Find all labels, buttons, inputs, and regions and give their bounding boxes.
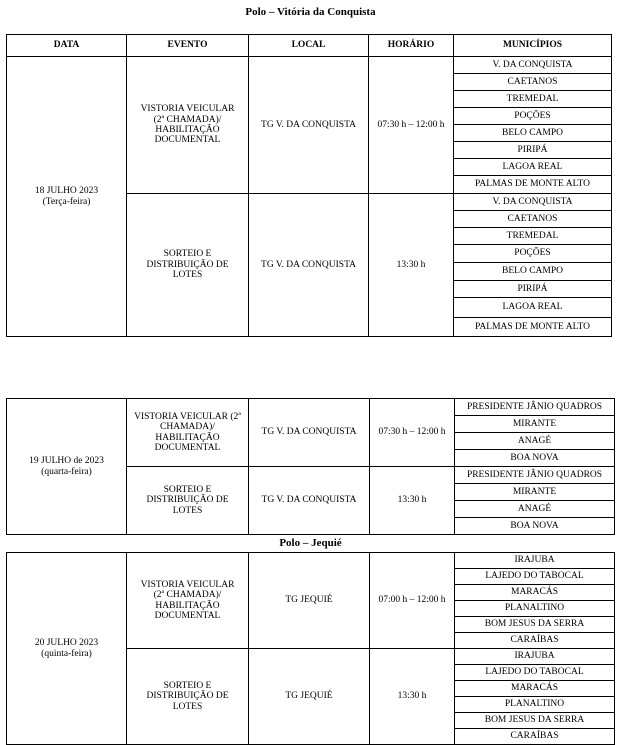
- header-local: LOCAL: [249, 35, 369, 57]
- date-cell: 19 JULHO de 2023 (quarta-feira): [7, 399, 127, 535]
- municipio-cell: V. DA CONQUISTA: [454, 57, 612, 74]
- schedule-table-19-julho: [6, 398, 615, 535]
- municipio-cell: LAGOA REAL: [454, 159, 612, 176]
- date-cell: 18 JULHO 2023 (Terça-feira): [7, 57, 127, 337]
- header-evento: EVENTO: [127, 35, 249, 57]
- event-cell: VISTORIA VEICULAR (2ª CHAMADA)/ HABILITAÇÃO DOCUMENTAL: [127, 57, 249, 194]
- municipio-cell: CAETANOS: [454, 74, 612, 91]
- municipio-cell: MARACÁS: [455, 681, 615, 697]
- event-cell: VISTORIA VEICULAR (2ª CHAMADA)/ HABILITAÇÃO DOCUMENTAL: [127, 399, 249, 467]
- schedule-table-18-julho: [6, 34, 612, 337]
- municipio-cell: PIRIPÁ: [454, 142, 612, 159]
- horario-cell: 13:30 h: [370, 649, 455, 745]
- municipio-cell: POÇÕES: [454, 108, 612, 125]
- event-cell: VISTORIA VEICULAR (2ª CHAMADA)/ HABILITAÇÃO DOCUMENTAL: [127, 553, 249, 649]
- municipio-cell: PLANALTINO: [455, 697, 615, 713]
- local-cell: TG V. DA CONQUISTA: [249, 467, 370, 535]
- municipio-cell: MARACÁS: [455, 585, 615, 601]
- horario-cell: 07:00 h – 12:00 h: [370, 553, 455, 649]
- municipio-cell: BOM JESUS DA SERRA: [455, 713, 615, 729]
- municipio-cell: ANAGÉ: [455, 433, 615, 450]
- horario-cell: 07:30 h – 12:00 h: [370, 399, 455, 467]
- municipio-cell: IRAJUBA: [455, 649, 615, 665]
- municipio-cell: LAJEDO DO TABOCAL: [455, 665, 615, 681]
- municipio-cell: MIRANTE: [455, 416, 615, 433]
- municipio-cell: PLANALTINO: [455, 601, 615, 617]
- local-cell: TG JEQUIÉ: [249, 649, 370, 745]
- municipio-cell: TREMEDAL: [454, 228, 612, 245]
- municipio-cell: CARAÍBAS: [455, 729, 615, 745]
- municipio-cell: PALMAS DE MONTE ALTO: [454, 318, 612, 337]
- horario-cell: 07:30 h – 12:00 h: [369, 57, 454, 194]
- municipio-cell: BELO CAMPO: [454, 263, 612, 281]
- municipio-cell: BOA NOVA: [455, 518, 615, 535]
- municipio-cell: PIRIPÁ: [454, 281, 612, 298]
- event-cell: SORTEIO E DISTRIBUIÇÃO DE LOTES: [127, 194, 249, 337]
- municipio-cell: BOA NOVA: [455, 450, 615, 467]
- municipio-cell: V. DA CONQUISTA: [454, 194, 612, 211]
- municipio-cell: BELO CAMPO: [454, 125, 612, 142]
- header-municipios: MUNICÍPIOS: [454, 35, 612, 57]
- municipio-cell: CARAÍBAS: [455, 633, 615, 649]
- municipio-cell: BOM JESUS DA SERRA: [455, 617, 615, 633]
- municipio-cell: CAETANOS: [454, 211, 612, 228]
- municipio-cell: TREMEDAL: [454, 91, 612, 108]
- municipio-cell: ANAGÉ: [455, 501, 615, 518]
- local-cell: TG V. DA CONQUISTA: [249, 57, 369, 194]
- event-cell: SORTEIO E DISTRIBUIÇÃO DE LOTES: [127, 467, 249, 535]
- municipio-cell: POÇÕES: [454, 245, 612, 263]
- municipio-cell: PRESIDENTE JÂNIO QUADROS: [455, 399, 615, 416]
- local-cell: TG V. DA CONQUISTA: [249, 399, 370, 467]
- schedule-table-20-julho: [6, 552, 615, 745]
- municipio-cell: LAJEDO DO TABOCAL: [455, 569, 615, 585]
- horario-cell: 13:30 h: [369, 194, 454, 337]
- municipio-cell: PALMAS DE MONTE ALTO: [454, 176, 612, 194]
- local-cell: TG JEQUIÉ: [249, 553, 370, 649]
- polo-title-jequie: Polo – Jequié: [279, 537, 342, 549]
- horario-cell: 13:30 h: [370, 467, 455, 535]
- municipio-cell: IRAJUBA: [455, 553, 615, 569]
- date-cell: 20 JULHO 2023 (quinta-feira): [7, 553, 127, 745]
- municipio-cell: MIRANTE: [455, 484, 615, 501]
- local-cell: TG V. DA CONQUISTA: [249, 194, 369, 337]
- municipio-cell: PRESIDENTE JÂNIO QUADROS: [455, 467, 615, 484]
- municipio-cell: LAGOA REAL: [454, 298, 612, 318]
- header-data: DATA: [7, 35, 127, 57]
- header-horario: HORÁRIO: [369, 35, 454, 57]
- polo-title-vitoria-da-conquista: Polo – Vitória da Conquista: [245, 6, 376, 18]
- event-cell: SORTEIO E DISTRIBUIÇÃO DE LOTES: [127, 649, 249, 745]
